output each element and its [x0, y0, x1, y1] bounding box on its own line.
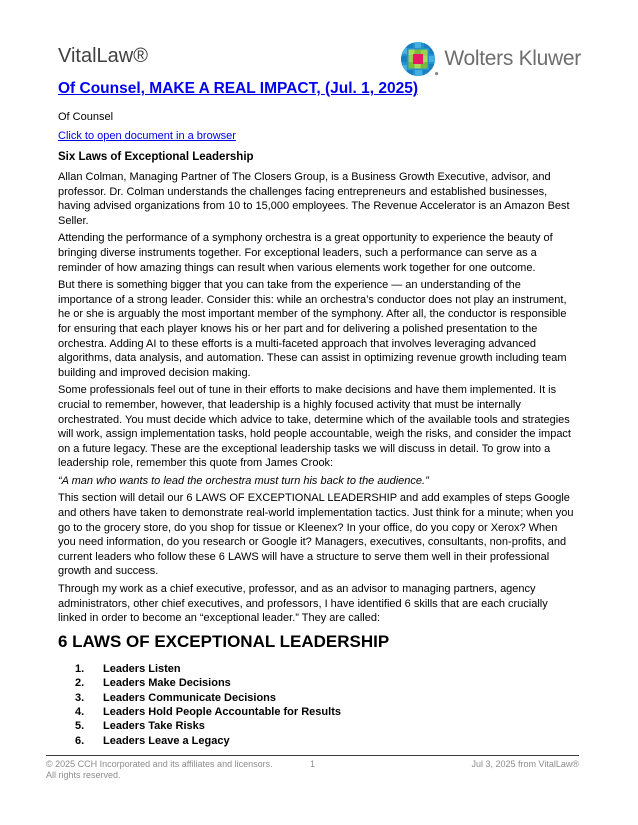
list-item-number: 4. [75, 706, 85, 719]
list-item-label: Leaders Hold People Accountable for Results [103, 706, 341, 719]
list-item-label: Leaders Communicate Decisions [103, 691, 277, 704]
list-item-label: Leaders Take Risks [103, 720, 205, 733]
list-item [75, 719, 577, 733]
paragraph-out-of-tune: Some professionals feel out of tune in their efforts to make decisions and have them implemented. It is crucial to remember, however, that leadership is a highly focused activity that must be internally orchestrated. You must decide which advice to take, determine which of the available tools and strategies will work, assign implementation tasks, hold people accountable, weigh the risks, and consider the impact on a future legacy. These are the exceptional leadership tasks we will discuss in detail. To grow into a leadership role, remember this quote from James Crook: [58, 384, 571, 470]
paragraph-through-my-work: Through my work as a chief executive, professor, and as an advisor to managing partners, agency administrators, other chief executives, and professors, I have identified 6 skills that are each crucially linked in order to become an “exceptional leader.” They are called: [58, 583, 548, 625]
list-item [75, 691, 577, 705]
list-item-label: Leaders Listen [103, 662, 181, 675]
list-item-number: 1. [75, 662, 85, 675]
document-type-label: Of Counsel [58, 111, 114, 123]
list-item [75, 676, 577, 690]
rights-line: All rights reserved. [46, 770, 121, 780]
section-heading-6-laws: 6 LAWS OF EXCEPTIONAL LEADERSHIP [58, 631, 390, 651]
wolters-kluwer-logo [401, 42, 581, 76]
james-crook-quote: “A man who wants to lead the orchestra must turn his back to the audience.” [58, 474, 429, 487]
list-item-label: Leaders Make Decisions [103, 677, 231, 690]
list-item-number: 3. [75, 691, 85, 704]
list-item [75, 662, 577, 676]
wolters-kluwer-wordmark: Wolters Kluwer [444, 47, 581, 70]
copyright-line: © 2025 CCH Incorporated and its affiliates and licensors. [46, 759, 273, 769]
laws-list [75, 662, 577, 748]
document-content [58, 80, 577, 748]
paragraph-author-bio: Allan Colman, Managing Partner of The Closers Group, is a Business Growth Executive, advisor, and professor. Dr. Colman understands the challenges facing entrepreneurs and established businesses, having advised organizations from 10 to 15,000 employees. The Revenue Accelerator is an Amazon Best Seller. [58, 171, 570, 227]
document-title-link[interactable]: Of Counsel, MAKE A REAL IMPACT, (Jul. 1, 2025) [58, 80, 418, 97]
paragraph-conductor: But there is something bigger that you can take from the experience — an understanding of the importance of a strong leader. Consider this: while an orchestra’s conductor does not play an instrument, he or she is arguably the most important member of the symphony. After all, the conductor is responsible for ensuring that each player knows his or her part and for delivering a polished presentation to the orchestra. Adding AI to these efforts is a multi-faceted approach that involves leveraging advanced algorithms, data analysis, and automation. These can assist in optimizing revenue growth including team building and improved decision making. [58, 279, 567, 379]
page-number: 1 [309, 759, 316, 769]
wolters-kluwer-mark-icon [401, 42, 439, 76]
list-item-label: Leaders Leave a Legacy [103, 734, 230, 747]
list-item-number: 6. [75, 734, 85, 747]
paragraph-symphony: Attending the performance of a symphony orchestra is a great opportunity to experience the beauty of bringing diverse instruments together. For exceptional leaders, such a performance can serve as a reminder of how amazing things can result when various elements work together for one outcome. [58, 232, 553, 274]
vitallaw-brand: VitalLaw® [58, 45, 148, 67]
open-in-browser-link[interactable]: Click to open document in a browser [58, 130, 236, 142]
list-item [75, 705, 577, 719]
list-item-number: 5. [75, 720, 85, 733]
article-heading: Six Laws of Exceptional Leadership [58, 151, 254, 163]
page-footer [46, 755, 579, 781]
paragraph-six-laws-detail: This section will detail our 6 LAWS OF EXCEPTIONAL LEADERSHIP and add examples of steps Google and others have taken to demonstrate real-world implementation tactics. Just think for a minute; when you go to the grocery store, do you shop for tissue or Kleenex? In your office, do you copy or Xerox? When you need information, do you research or Google it? Managers, executives, consultants, non-profits, and current leaders who follow these 6 LAWS will have a structure to serve them well in their professional growth and success. [58, 492, 574, 578]
list-item [75, 734, 577, 748]
footer-copyright [46, 759, 346, 781]
footer-source: Jul 3, 2025 from VitalLaw® [471, 759, 579, 769]
list-item-number: 2. [75, 677, 85, 690]
